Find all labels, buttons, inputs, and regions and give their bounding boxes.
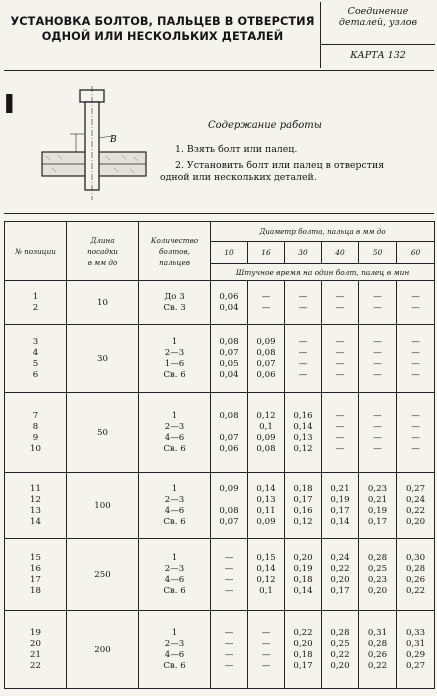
category-divider: [321, 44, 435, 45]
time-value: 0,28: [405, 563, 426, 574]
time-value: 0,07: [219, 347, 239, 358]
time-value: —: [261, 638, 271, 649]
position-number: 2: [32, 302, 39, 313]
title-line-2: ОДНОЙ ИЛИ НЕСКОЛЬКИХ ДЕТАЛЕЙ: [41, 30, 284, 43]
position-number: 14: [30, 516, 41, 527]
time-cell-d16: [248, 393, 285, 473]
title-line-1: УСТАНОВКА БОЛТОВ, ПАЛЬЦЕВ В ОТВЕРСТИЯ: [10, 15, 315, 28]
quantity-cell: [139, 393, 211, 473]
quantity-value: 1: [171, 410, 178, 421]
quantity-value: 1: [171, 483, 178, 494]
time-value: —: [373, 432, 382, 443]
position-number: 9: [32, 432, 39, 443]
time-cell-d40: [322, 539, 359, 611]
time-cell-d30: [285, 393, 322, 473]
quantity-header-1: Количество: [150, 235, 199, 245]
time-value: —: [335, 336, 345, 347]
time-value: —: [335, 302, 345, 313]
position-number: 18: [30, 585, 41, 596]
time-value: 0,18: [293, 483, 313, 494]
diameter-16: 16: [248, 242, 285, 264]
time-value: —: [298, 358, 308, 369]
position-number: 7: [32, 410, 39, 421]
position-number: 4: [32, 347, 39, 358]
time-value: 0,12: [293, 516, 313, 527]
table-row: [5, 611, 435, 689]
page-title: [10, 14, 315, 44]
time-value: —: [224, 574, 234, 585]
time-cell-d50: [359, 325, 397, 393]
time-cell-d60: [397, 325, 435, 393]
time-cell-d16: [248, 325, 285, 393]
quantity-value: Св. 3: [163, 302, 186, 313]
time-value: 0,14: [293, 585, 313, 596]
time-value: —: [411, 347, 420, 358]
category-line-2: деталей, узлов: [338, 17, 418, 28]
time-cell-d50: [359, 539, 397, 611]
time-value: —: [335, 369, 345, 380]
time-value: 0,17: [293, 660, 313, 671]
position-number: 16: [30, 563, 41, 574]
time-value: —: [411, 302, 420, 313]
length-cell: 30: [67, 325, 139, 393]
time-value: —: [411, 369, 420, 380]
quantity-value: 1: [171, 627, 178, 638]
time-cell-d10: [211, 393, 248, 473]
time-value: 0,26: [405, 574, 426, 585]
time-value: 0,17: [330, 585, 350, 596]
bolt-figure: [34, 86, 154, 204]
time-value: —: [411, 421, 420, 432]
time-value: 0,08: [256, 347, 276, 358]
time-value: —: [261, 291, 271, 302]
time-value: 0,31: [367, 627, 388, 638]
quantity-value: 2—3: [164, 347, 185, 358]
work-step-2-line-1: 2. Установить болт или палец в отверстия: [175, 160, 385, 171]
time-value: 0,16: [293, 505, 313, 516]
position-number: 17: [30, 574, 41, 585]
diameter-10: 10: [211, 242, 248, 264]
time-cell-d40: [322, 281, 359, 325]
time-value: [211, 495, 247, 506]
time-value: 0,17: [330, 505, 350, 516]
time-cell-d50: [359, 473, 397, 539]
table-body: [5, 281, 435, 689]
quantity-value: До 3: [164, 291, 185, 302]
time-value: —: [224, 660, 234, 671]
time-value: —: [373, 358, 382, 369]
table-row: [5, 539, 435, 611]
diameter-60: 60: [397, 242, 435, 264]
time-cell-d30: [285, 611, 322, 689]
time-value: —: [298, 369, 308, 380]
time-cell-d60: [397, 473, 435, 539]
time-value: 0,17: [367, 516, 388, 527]
quantity-value: 1—6: [164, 358, 185, 369]
time-value: 0,18: [293, 649, 313, 660]
time-value: —: [335, 410, 345, 421]
time-value: 0,14: [256, 483, 276, 494]
time-value: [211, 422, 247, 433]
col-quantity-header: [139, 222, 211, 281]
table-row: [5, 393, 435, 473]
time-cell-d10: [211, 281, 248, 325]
work-step-2-line-2: одной или нескольких деталей.: [160, 172, 317, 183]
time-value: 0,06: [256, 369, 276, 380]
col-position-header: [5, 222, 67, 281]
position-number: 3: [32, 336, 39, 347]
time-cell-d60: [397, 539, 435, 611]
time-cell-d40: [322, 611, 359, 689]
length-cell: 10: [67, 281, 139, 325]
section-rule: [4, 213, 434, 214]
time-value: 0,09: [256, 336, 276, 347]
time-value: 0,08: [219, 505, 239, 516]
time-value: 0,05: [219, 358, 239, 369]
time-value: —: [335, 421, 345, 432]
time-header: Штучное время на один болт, палец в мин: [211, 264, 435, 281]
quantity-value: Св. 6: [163, 443, 186, 454]
time-value: 0,1: [259, 585, 273, 596]
time-value: —: [373, 369, 382, 380]
time-value: —: [335, 443, 345, 454]
time-value: —: [261, 649, 271, 660]
time-value: —: [411, 291, 420, 302]
time-value: —: [298, 347, 308, 358]
quantity-value: Св. 6: [163, 516, 186, 527]
time-cell-d40: [322, 325, 359, 393]
time-value: 0,29: [405, 649, 426, 660]
time-value: 0,09: [219, 483, 239, 494]
time-value: 0,08: [219, 410, 239, 421]
time-value: 0,33: [405, 627, 426, 638]
time-cell-d10: [211, 473, 248, 539]
quantity-cell: [139, 325, 211, 393]
time-value: 0,28: [367, 552, 388, 563]
time-value: 0,12: [256, 574, 276, 585]
position-number: 22: [30, 660, 41, 671]
position-number: 11: [30, 483, 41, 494]
quantity-value: 4—6: [164, 649, 185, 660]
time-value: 0,21: [330, 483, 350, 494]
position-cell: [5, 281, 67, 325]
quantity-value: Св. 6: [163, 585, 186, 596]
quantity-value: Св. 6: [163, 660, 186, 671]
length-header-2: посадки: [87, 246, 118, 256]
quantity-value: 1: [171, 552, 178, 563]
time-value: 0,07: [219, 516, 239, 527]
time-cell-d40: [322, 473, 359, 539]
position-cell: [5, 473, 67, 539]
time-value: —: [298, 336, 308, 347]
time-value: 0,20: [330, 574, 350, 585]
time-value: —: [411, 432, 420, 443]
time-value: 0,28: [367, 638, 388, 649]
position-number: 21: [30, 649, 41, 660]
time-value: —: [373, 421, 382, 432]
quantity-value: 2—3: [164, 421, 185, 432]
time-cell-d40: [322, 393, 359, 473]
quantity-cell: [139, 473, 211, 539]
time-value: 0,22: [405, 585, 426, 596]
diameter-30: 30: [285, 242, 322, 264]
quantity-value: 2—3: [164, 563, 185, 574]
time-value: 0,13: [293, 432, 313, 443]
time-cell-d50: [359, 393, 397, 473]
time-value: —: [411, 358, 420, 369]
time-value: —: [373, 410, 382, 421]
time-value: 0,27: [405, 660, 426, 671]
time-value: 0,30: [405, 552, 426, 563]
table-row: [5, 325, 435, 393]
time-value: 0,11: [256, 505, 276, 516]
time-value: 0,1: [259, 421, 273, 432]
time-cell-d16: [248, 281, 285, 325]
time-value: 0,22: [405, 505, 426, 516]
time-value: 0,23: [367, 574, 388, 585]
time-value: 0,18: [293, 574, 313, 585]
diameter-50: 50: [359, 242, 397, 264]
time-value: 0,09: [256, 516, 276, 527]
col-length-header: [67, 222, 139, 281]
time-value: 0,28: [330, 627, 350, 638]
time-cell-d16: [248, 473, 285, 539]
time-cell-d30: [285, 473, 322, 539]
time-value: —: [411, 443, 420, 454]
time-value: —: [224, 563, 234, 574]
time-value: 0,22: [330, 649, 350, 660]
binding-mark: ▐: [0, 94, 13, 113]
position-number: 6: [32, 369, 39, 380]
quantity-value: 4—6: [164, 432, 185, 443]
quantity-value: 4—6: [164, 574, 185, 585]
time-value: 0,24: [330, 552, 350, 563]
position-header-label: № позиции: [15, 246, 56, 256]
time-value: —: [335, 432, 345, 443]
time-value: —: [335, 291, 345, 302]
table-row: [5, 473, 435, 539]
time-value: 0,07: [256, 358, 276, 369]
position-number: 19: [30, 627, 41, 638]
quantity-cell: [139, 281, 211, 325]
time-cell-d30: [285, 539, 322, 611]
time-value: —: [411, 336, 420, 347]
quantity-value: Св. 6: [163, 369, 186, 380]
time-value: 0,24: [405, 494, 426, 505]
quantity-cell: [139, 611, 211, 689]
diameter-header: Диаметр болта, пальца в мм до: [211, 222, 435, 242]
category-line-1: Соединение: [347, 6, 409, 17]
time-value: 0,20: [293, 638, 313, 649]
time-value: —: [373, 347, 382, 358]
category-box: [320, 2, 435, 68]
card-number: КАРТА 132: [350, 50, 406, 61]
length-header-1: Длина: [90, 235, 115, 245]
time-value: 0,12: [293, 443, 313, 454]
time-value: —: [224, 638, 234, 649]
time-value: —: [335, 358, 345, 369]
table-row: [5, 281, 435, 325]
time-cell-d60: [397, 393, 435, 473]
time-value: 0,04: [219, 302, 239, 313]
length-cell: 50: [67, 393, 139, 473]
position-number: 12: [30, 494, 41, 505]
time-value: 0,20: [367, 585, 388, 596]
time-value: 0,04: [219, 369, 239, 380]
work-content-title: Содержание работы: [208, 120, 322, 131]
position-number: 5: [32, 358, 39, 369]
time-cell-d16: [248, 539, 285, 611]
time-cell-d50: [359, 281, 397, 325]
time-value: 0,06: [219, 291, 239, 302]
time-value: —: [298, 302, 308, 313]
position-number: 1: [32, 291, 39, 302]
time-value: —: [224, 627, 234, 638]
time-value: —: [298, 291, 308, 302]
time-value: —: [411, 410, 420, 421]
time-value: 0,14: [256, 563, 276, 574]
quantity-value: 2—3: [164, 494, 185, 505]
time-value: 0,20: [293, 552, 313, 563]
position-number: 8: [32, 421, 39, 432]
time-value: 0,26: [367, 649, 388, 660]
time-value: —: [224, 649, 234, 660]
time-value: 0,27: [405, 483, 426, 494]
time-value: 0,20: [330, 660, 350, 671]
figure-label: В: [110, 135, 117, 145]
time-cell-d60: [397, 281, 435, 325]
time-value: —: [261, 627, 271, 638]
time-value: 0,09: [256, 432, 276, 443]
time-cell-d10: [211, 325, 248, 393]
time-value: —: [224, 552, 234, 563]
time-value: 0,14: [330, 516, 350, 527]
time-value: —: [224, 585, 234, 596]
time-value: —: [373, 291, 382, 302]
time-value: —: [335, 347, 345, 358]
quantity-header-3: пальцев: [159, 257, 190, 267]
time-value: 0,12: [256, 410, 276, 421]
time-value: 0,19: [367, 505, 388, 516]
time-value: 0,15: [256, 552, 276, 563]
length-cell: 100: [67, 473, 139, 539]
time-value: 0,14: [293, 421, 313, 432]
length-cell: 200: [67, 611, 139, 689]
time-value: —: [261, 660, 271, 671]
quantity-header-2: болтов,: [159, 246, 190, 256]
time-value: 0,25: [367, 563, 388, 574]
quantity-cell: [139, 539, 211, 611]
length-header-3: в мм до: [87, 257, 118, 267]
time-value: —: [373, 302, 382, 313]
time-value: 0,22: [293, 627, 313, 638]
length-cell: 250: [67, 539, 139, 611]
diameter-40: 40: [322, 242, 359, 264]
time-value: 0,07: [219, 432, 239, 443]
position-cell: [5, 393, 67, 473]
time-cell-d30: [285, 281, 322, 325]
time-value: 0,25: [330, 638, 350, 649]
time-value: 0,22: [367, 660, 388, 671]
position-number: 15: [30, 552, 41, 563]
position-number: 10: [30, 443, 41, 454]
time-value: 0,19: [330, 494, 350, 505]
time-value: 0,19: [293, 563, 313, 574]
position-number: 20: [30, 638, 41, 649]
position-number: 13: [30, 505, 41, 516]
time-value: —: [373, 336, 382, 347]
time-cell-d30: [285, 325, 322, 393]
time-value: —: [261, 302, 271, 313]
quantity-value: 2—3: [164, 638, 185, 649]
quantity-value: 1: [171, 336, 178, 347]
position-cell: [5, 325, 67, 393]
header-rule: [4, 70, 434, 71]
time-value: 0,23: [367, 483, 388, 494]
time-cell-d10: [211, 539, 248, 611]
time-value: 0,31: [405, 638, 426, 649]
quantity-value: 4—6: [164, 505, 185, 516]
position-cell: [5, 539, 67, 611]
time-value: 0,22: [330, 563, 350, 574]
work-step-1: 1. Взять болт или палец.: [175, 144, 298, 155]
time-value: 0,21: [367, 494, 388, 505]
time-value: —: [373, 443, 382, 454]
time-value: 0,08: [256, 443, 276, 454]
time-value: 0,06: [219, 443, 239, 454]
time-value: 0,08: [219, 336, 239, 347]
time-cell-d10: [211, 611, 248, 689]
time-value: 0,17: [293, 494, 313, 505]
time-value: 0,20: [405, 516, 426, 527]
category-label: [321, 6, 435, 28]
time-cell-d50: [359, 611, 397, 689]
position-cell: [5, 611, 67, 689]
time-cell-d16: [248, 611, 285, 689]
time-table: [4, 221, 435, 689]
time-value: 0,13: [256, 494, 276, 505]
time-cell-d60: [397, 611, 435, 689]
time-value: 0,16: [293, 410, 313, 421]
